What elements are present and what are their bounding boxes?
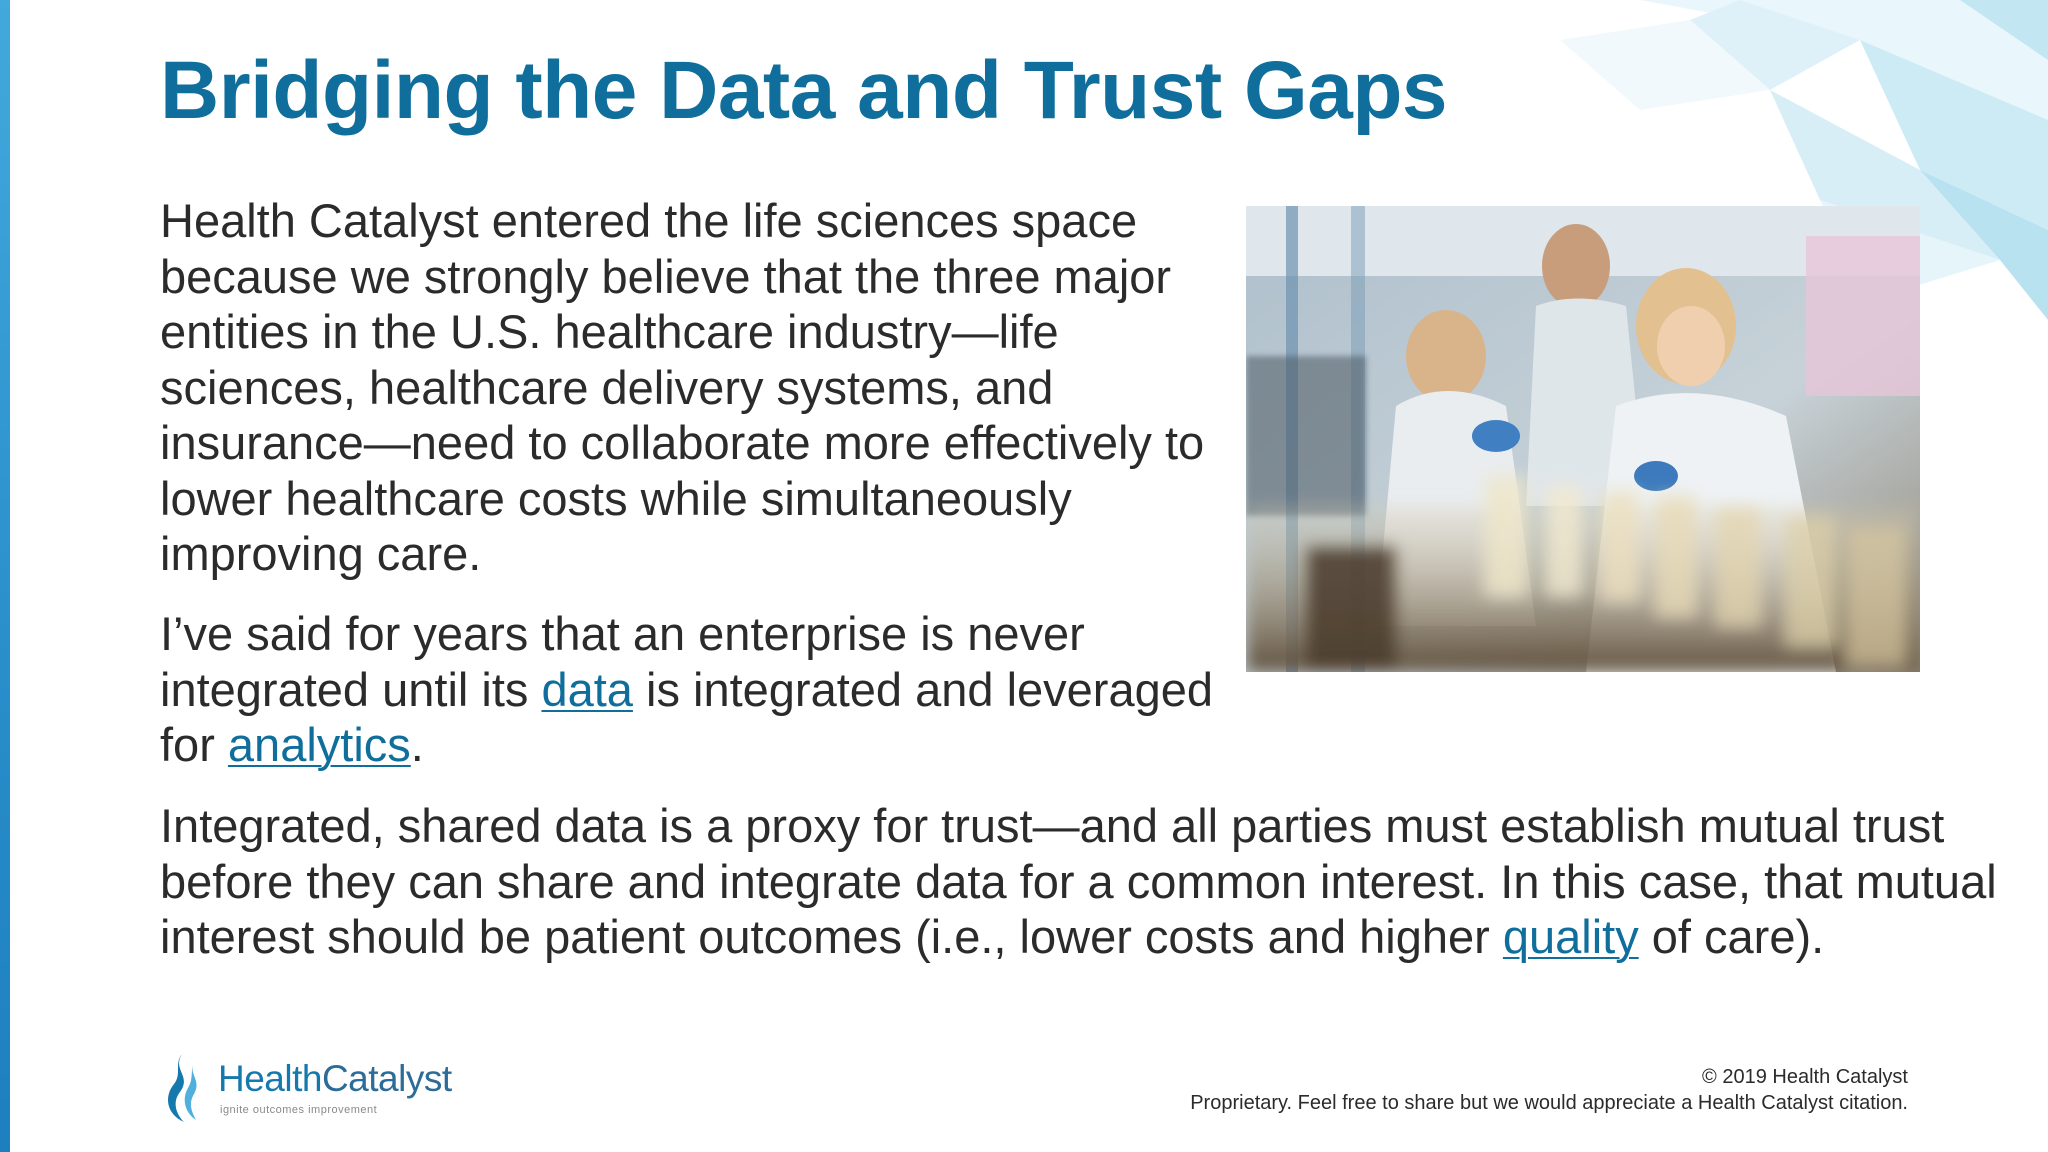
left-accent-bar <box>0 0 10 1152</box>
quality-link[interactable]: quality <box>1502 910 1639 963</box>
logo-wordmark <box>218 1060 452 1097</box>
paragraph-text: . <box>410 718 424 771</box>
footer-notice <box>1190 1064 1908 1116</box>
paragraph-enterprise-integration <box>160 606 1220 773</box>
paragraph-shared-data-trust <box>160 798 2010 965</box>
analytics-link[interactable]: analytics <box>227 718 411 771</box>
paragraph-text: Integrated, shared data is a proxy for trust—and all parties must establish mutual trust before they can share and integrate data for a common interest. In this case, that mutual interest should be patient outcomes (i.e., lower costs and higher <box>160 799 1997 963</box>
lab-scientists-photo <box>1246 206 1920 672</box>
footer-copyright: © 2019 Health Catalyst <box>1702 1066 1908 1088</box>
paragraph-life-sciences: Health Catalyst entered the life sciences space because we strongly believe that the three major entities in the U.S. healthcare industry—life sciences, healthcare delivery systems, and insurance—need to collaborate more effectively to lower healthcare costs while simultaneously improving care. <box>160 194 1205 580</box>
flame-logo-icon <box>162 1052 208 1124</box>
paragraph-text: is integrated and leveraged for <box>160 662 1214 771</box>
logo-word-health: Health <box>218 1058 322 1099</box>
paragraph-text: of care). <box>1638 910 1825 963</box>
slide-title: Bridging the Data and Trust Gaps <box>160 45 1448 136</box>
health-catalyst-logo <box>162 1052 462 1126</box>
paragraph-text: I’ve said for years that an enterprise is never integrated until its <box>160 607 1085 716</box>
logo-tagline: ignite outcomes improvement <box>220 1104 378 1116</box>
data-link[interactable]: data <box>541 662 633 716</box>
footer-proprietary-notice: Proprietary. Feel free to share but we would appreciate a Health Catalyst citation. <box>1190 1092 1908 1114</box>
logo-word-catalyst: Catalyst <box>321 1058 452 1099</box>
